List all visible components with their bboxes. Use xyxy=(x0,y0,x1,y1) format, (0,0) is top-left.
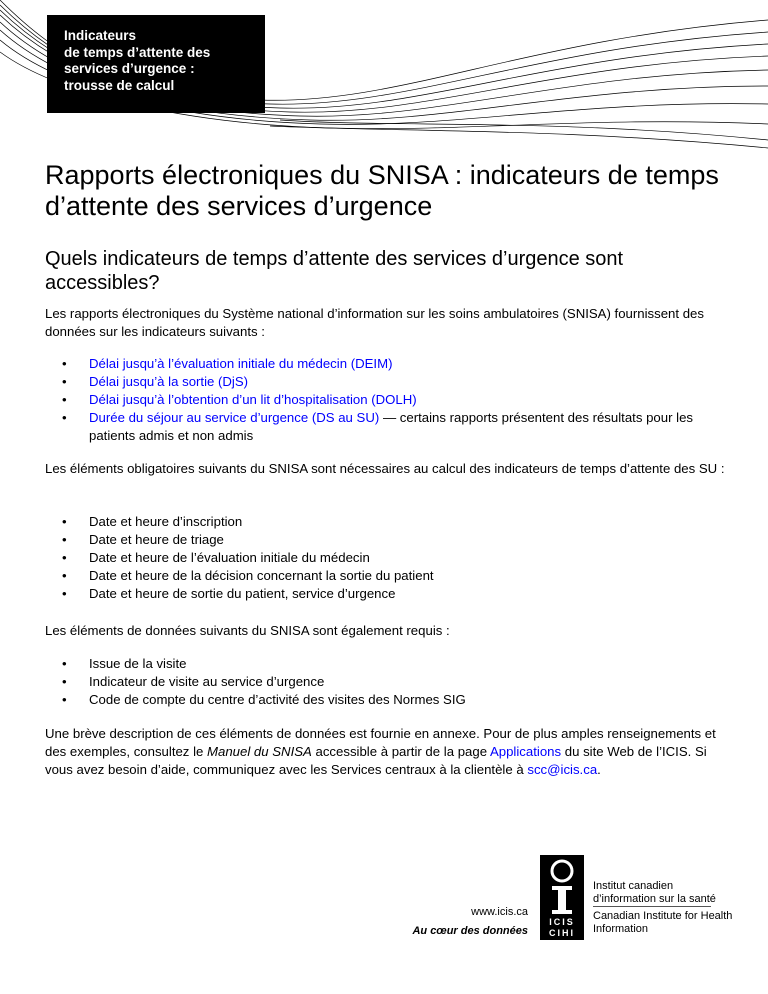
bullet-icon: • xyxy=(62,586,67,601)
list-item xyxy=(45,691,735,709)
list-item xyxy=(45,373,735,391)
list-item-text: Date et heure d’inscription xyxy=(89,514,243,529)
logo-name-fr: Institut canadien d’information sur la santé xyxy=(593,880,716,905)
footer-website: www.icis.ca xyxy=(471,906,528,918)
indicator-list xyxy=(45,355,735,445)
list-item-text: Issue de la visite xyxy=(89,656,187,671)
footer-tagline: Au cœur des données xyxy=(412,925,528,937)
list-item xyxy=(45,391,735,409)
bullet-icon: • xyxy=(62,674,67,689)
list-item-text: Date et heure de sortie du patient, service d’urgence xyxy=(89,586,396,601)
bullet-icon: • xyxy=(62,656,67,671)
bullet-icon: • xyxy=(62,374,67,389)
list-item xyxy=(45,585,735,603)
list-item-text: Indicateur de visite au service d’urgence xyxy=(89,674,325,689)
list-item-text: Date et heure de l’évaluation initiale du médecin xyxy=(89,550,370,565)
bullet-icon: • xyxy=(62,356,67,371)
required-intro-paragraph: Les éléments de données suivants du SNISA sont également requis : xyxy=(45,623,450,638)
bullet-icon: • xyxy=(62,514,67,529)
mandatory-intro-paragraph: Les éléments obligatoires suivants du SNISA sont nécessaires au calcul des indicateurs de temps d’attente des SU : xyxy=(45,461,725,476)
list-item xyxy=(45,355,735,373)
bullet-icon: • xyxy=(62,550,67,565)
intro-paragraph: Les rapports électroniques du Système national d’information sur les soins ambulatoires (SNISA) fournissent des données sur les indicateurs suivants : xyxy=(45,306,704,339)
email-link[interactable]: scc@icis.ca xyxy=(527,762,598,777)
mandatory-list xyxy=(45,513,735,603)
logo-letters-bottom: CIHI xyxy=(549,928,575,938)
logo-divider xyxy=(593,906,711,907)
cihi-logo-icon xyxy=(540,855,584,940)
indicator-link-djs[interactable]: Délai jusqu’à la sortie (DjS) xyxy=(89,374,249,389)
indicator-note: — certains rapports présentent des résultats pour les patients admis et non admis xyxy=(89,410,694,443)
list-item xyxy=(45,673,735,691)
header-title-line: de temps d’attente des xyxy=(64,44,211,60)
list-item xyxy=(45,531,735,549)
document-subtitle: Quels indicateurs de temps d’attente des services d’urgence sont accessibles? xyxy=(45,248,624,294)
closing-text: accessible à partir de la page xyxy=(311,744,490,759)
list-item xyxy=(45,409,735,445)
bullet-icon: • xyxy=(62,410,67,425)
list-item xyxy=(45,549,735,567)
closing-paragraph xyxy=(45,725,735,779)
document-title: Rapports électroniques du SNISA : indicateurs de temps d’attente des services d’urgence xyxy=(45,160,719,221)
list-item xyxy=(45,513,735,531)
closing-text: du site Web de l’ICIS. Si vous avez besoin d’aide, communiquez avec les Services centraux à la clientèle à xyxy=(45,744,707,777)
cihi-logo xyxy=(540,855,584,940)
list-item-text: Date et heure de triage xyxy=(89,532,224,547)
bullet-icon: • xyxy=(62,568,67,583)
list-item-text: Code de compte du centre d’activité des visites des Normes SIG xyxy=(89,692,466,707)
list-item-text: Date et heure de la décision concernant la sortie du patient xyxy=(89,568,434,583)
header-title-box xyxy=(47,15,265,113)
applications-link[interactable]: Applications xyxy=(489,744,562,759)
list-item xyxy=(45,567,735,585)
closing-text: Une brève description de ces éléments de données est fournie en annexe. Pour de plus amples renseignements et des exemples, consultez le xyxy=(45,726,716,759)
indicator-link-ds-su[interactable]: Durée du séjour au service d’urgence (DS au SU) xyxy=(89,410,380,425)
manual-title: Manuel du SNISA xyxy=(207,744,312,759)
indicator-link-deim[interactable]: Délai jusqu’à l’évaluation initiale du médecin (DEIM) xyxy=(89,356,393,371)
indicator-link-dolh[interactable]: Délai jusqu’à l’obtention d’un lit d’hospitalisation (DOLH) xyxy=(89,392,417,407)
bullet-icon: • xyxy=(62,392,67,407)
header-title-line: services d’urgence : xyxy=(64,61,195,76)
bullet-icon: • xyxy=(62,692,67,707)
closing-text: . xyxy=(597,762,601,777)
header-title-line: trousse de calcul xyxy=(64,77,175,93)
list-item xyxy=(45,655,735,673)
header-title-line: Indicateurs xyxy=(64,28,137,43)
bullet-icon: • xyxy=(62,532,67,547)
required-list xyxy=(45,655,735,709)
logo-name-en: Canadian Institute for Health Information xyxy=(593,910,733,935)
logo-letters-top: ICIS xyxy=(549,917,575,927)
